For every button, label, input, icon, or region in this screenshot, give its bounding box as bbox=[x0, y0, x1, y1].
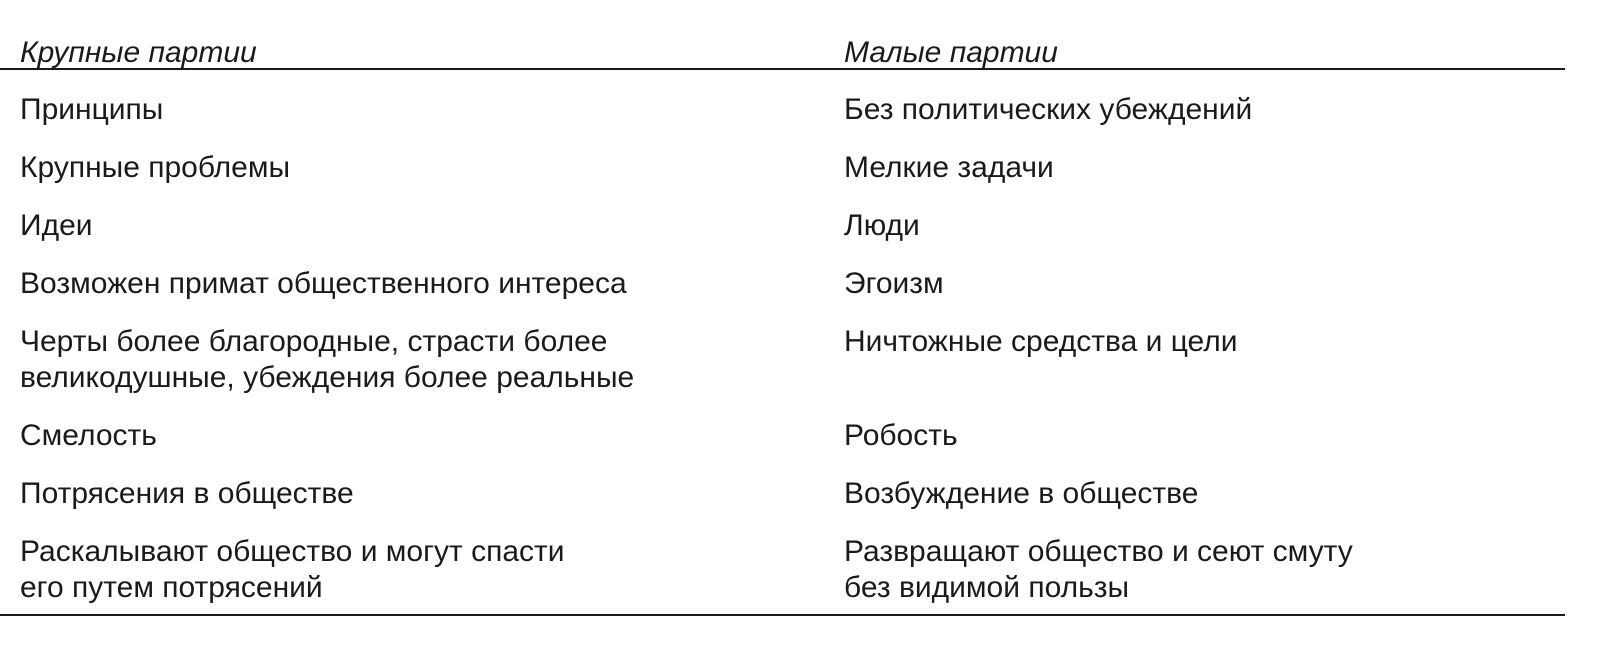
header-small-parties: Малые партии bbox=[844, 36, 1058, 69]
cell-large: Черты более благородные, страсти более великодушные, убеждения более реальные bbox=[20, 325, 635, 394]
header-large-parties: Крупные партии bbox=[20, 36, 257, 69]
table-body bbox=[0, 70, 1565, 616]
cell-large: Крупные проблемы bbox=[20, 151, 291, 184]
cell-large: Идеи bbox=[20, 209, 93, 242]
cell-small: Без политических убеждений bbox=[844, 93, 1253, 126]
cell-large: Раскалывают общество и могут спасти его путем потрясений bbox=[20, 535, 565, 604]
comparison-table bbox=[0, 14, 1565, 616]
table-row bbox=[0, 186, 1565, 244]
cell-small: Развращают общество и сеют смуту без видимой пользы bbox=[844, 535, 1353, 604]
cell-small: Робость bbox=[844, 419, 958, 452]
cell-small: Мелкие задачи bbox=[844, 151, 1054, 184]
cell-large: Возможен примат общественного интереса bbox=[20, 267, 627, 300]
table-row bbox=[0, 302, 1565, 396]
cell-large: Принципы bbox=[20, 93, 164, 126]
table-header bbox=[0, 14, 1565, 70]
table-row bbox=[0, 244, 1565, 302]
cell-large: Смелость bbox=[20, 419, 157, 452]
table-row bbox=[0, 128, 1565, 186]
table-row bbox=[0, 70, 1565, 128]
table-row bbox=[0, 454, 1565, 512]
table-row bbox=[0, 396, 1565, 454]
cell-small: Возбуждение в обществе bbox=[844, 477, 1199, 510]
cell-small: Эгоизм bbox=[844, 267, 944, 300]
table-row bbox=[0, 512, 1565, 606]
cell-large: Потрясения в обществе bbox=[20, 477, 354, 510]
cell-small: Ничтожные средства и цели bbox=[844, 325, 1238, 358]
cell-small: Люди bbox=[844, 209, 920, 242]
